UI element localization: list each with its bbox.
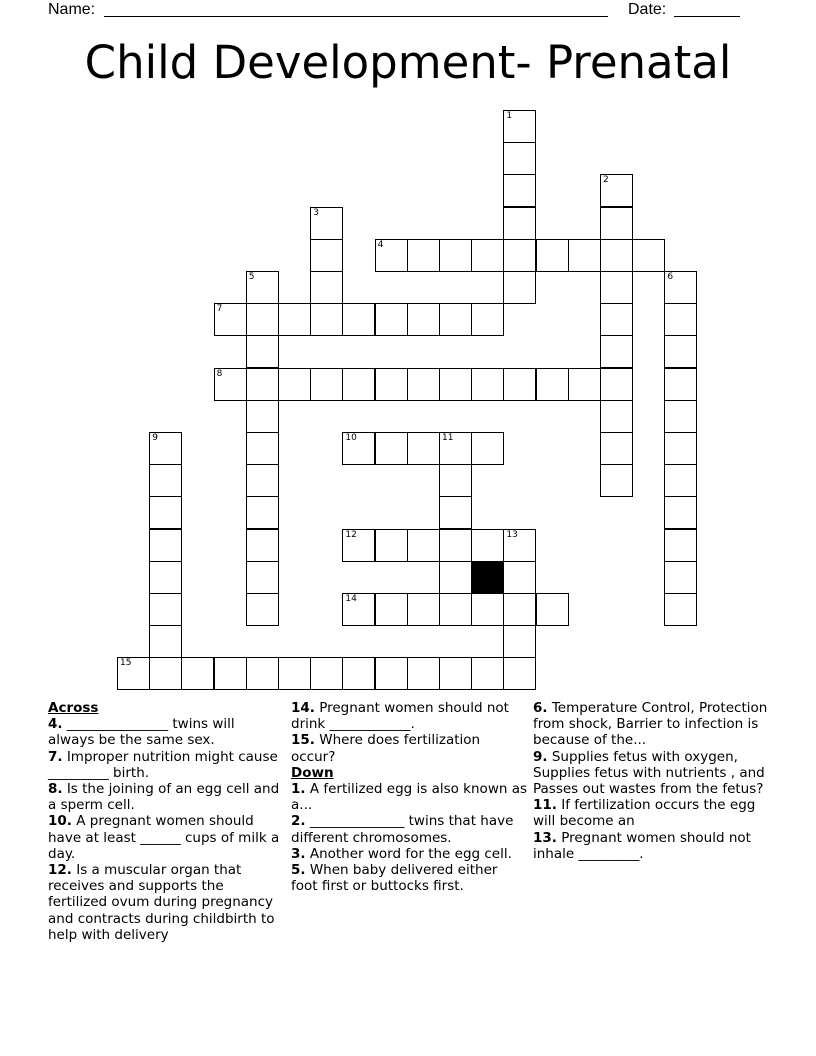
crossword-cell[interactable] (471, 593, 504, 626)
crossword-cell[interactable] (503, 593, 536, 626)
clues-column-1 (48, 700, 284, 943)
crossword-cell[interactable] (117, 657, 150, 690)
crossword-cell[interactable] (407, 368, 440, 401)
crossword-cell[interactable] (375, 368, 408, 401)
clue-number: 14 (345, 594, 357, 604)
clue-down-6: 6. Temperature Control, Protection from shock, Barrier to infection is because of the... (533, 700, 768, 749)
crossword-cell[interactable] (439, 593, 472, 626)
crossword-cell[interactable] (503, 561, 536, 594)
name-label: Name: (48, 1, 96, 18)
crossword-cell[interactable] (503, 271, 536, 304)
crossword-cell[interactable] (439, 239, 472, 272)
crossword-cell[interactable] (246, 368, 279, 401)
across-heading: Across (48, 700, 99, 716)
crossword-cell[interactable] (246, 561, 279, 594)
crossword-cell[interactable] (439, 432, 472, 465)
clue-across-15: 15. Where does fertilization occur? (291, 732, 481, 765)
crossword-cell[interactable] (342, 432, 375, 465)
clue-number: 12 (345, 529, 357, 540)
clue-number: 5 (248, 272, 255, 282)
crossword-cell[interactable] (503, 657, 536, 690)
crossword-cell[interactable] (375, 432, 408, 465)
crossword-cell[interactable] (536, 368, 569, 401)
crossword-cell[interactable] (246, 271, 279, 304)
crossword-cell[interactable] (407, 432, 440, 465)
crossword-cell[interactable] (439, 368, 472, 401)
crossword-cell[interactable] (342, 368, 375, 401)
clue-down-2: 2. ______________ twins that have different chromosomes. (291, 813, 514, 846)
clue-down-5: 5. When baby delivered either foot first or buttocks first. (291, 862, 498, 895)
crossword-cell[interactable] (664, 400, 697, 433)
crossword-cell[interactable] (536, 593, 569, 626)
clue-across-14: 14. Pregnant women should not drink ____________. (291, 700, 509, 733)
crossword-cell[interactable] (246, 529, 279, 562)
clue-number: 9 (152, 433, 158, 443)
clue-number: 4 (377, 239, 384, 250)
crossword-cell[interactable] (664, 464, 697, 497)
crossword-cell[interactable] (246, 657, 279, 690)
crossword-cell[interactable] (214, 368, 247, 401)
crossword-cell[interactable] (664, 529, 697, 562)
crossword-cell[interactable] (342, 303, 375, 336)
crossword-cell[interactable] (407, 529, 440, 562)
crossword-cell[interactable] (600, 207, 633, 240)
crossword-cell[interactable] (600, 174, 633, 207)
crossword-cell[interactable] (149, 529, 182, 562)
crossword-cell[interactable] (149, 464, 182, 497)
crossword-cell[interactable] (503, 110, 536, 143)
crossword-cell[interactable] (214, 657, 247, 690)
crossword-cell[interactable] (310, 207, 343, 240)
crossword-cell[interactable] (342, 529, 375, 562)
crossword-cell[interactable] (149, 496, 182, 529)
crossword-cell[interactable] (149, 657, 182, 690)
crossword-cell[interactable] (664, 368, 697, 401)
crossword-cell[interactable] (214, 303, 247, 336)
crossword-cell[interactable] (600, 271, 633, 304)
crossword-cell[interactable] (471, 529, 504, 562)
crossword-cell[interactable] (503, 239, 536, 272)
crossword-cell[interactable] (600, 368, 633, 401)
clue-across-8: 8. Is the joining of an egg cell and a sperm cell. (48, 781, 280, 814)
crossword-cell[interactable] (600, 464, 633, 497)
crossword-cell[interactable] (375, 529, 408, 562)
crossword-cell[interactable] (568, 368, 601, 401)
down-heading: Down (291, 764, 334, 781)
crossword-cell[interactable] (664, 496, 697, 529)
crossword-cell[interactable] (246, 400, 279, 433)
crossword-cell[interactable] (246, 303, 279, 336)
crossword-cell[interactable] (278, 303, 311, 336)
crossword-cell[interactable] (503, 625, 536, 658)
clue-number: 11 (442, 433, 454, 443)
crossword-cell[interactable] (407, 239, 440, 272)
clues-column-2 (291, 700, 527, 894)
clue-number: 3 (313, 207, 319, 218)
page-title: Child Development- Prenatal (84, 36, 732, 89)
crossword-cell[interactable] (600, 335, 633, 368)
clue-across-12: 12. Is a muscular organ that receives and supports the fertilized ovum during pregnancy and contracts during childbirth to help with delivery (48, 862, 275, 943)
clue-across-7: 7. Improper nutrition might cause _________ birth. (48, 748, 278, 781)
crossword-cell[interactable] (439, 561, 472, 594)
clues-column-3 (533, 700, 773, 862)
crossword-cell[interactable] (503, 207, 536, 240)
crossword-cell[interactable] (149, 561, 182, 594)
crossword-cell[interactable] (181, 657, 214, 690)
crossword-cell[interactable] (439, 496, 472, 529)
clue-across-4: 4. _______________ twins will always be the same sex. (48, 716, 235, 749)
crossword-cell[interactable] (439, 303, 472, 336)
crossword-cell[interactable] (664, 593, 697, 626)
crossword-cell[interactable] (503, 174, 536, 207)
crossword-cell[interactable] (503, 529, 536, 562)
crossword-cell[interactable] (375, 303, 408, 336)
clue-number: 2 (603, 175, 609, 186)
clue-number: 13 (506, 529, 518, 540)
crossword-cell[interactable] (310, 271, 343, 304)
crossword-cell[interactable] (246, 432, 279, 465)
crossword-cell[interactable] (503, 142, 536, 175)
clue-down-9: 9. Supplies fetus with oxygen, Supplies fetus with nutrients , and Passes out wastes from the fetus? (533, 748, 765, 798)
clue-number: 8 (216, 368, 223, 379)
clue-number: 15 (120, 658, 132, 669)
clue-down-11: 11. If fertilization occurs the egg will become an (533, 797, 756, 830)
crossword-cell[interactable] (536, 239, 569, 272)
crossword-cell[interactable] (471, 657, 504, 690)
clue-down-13: 13. Pregnant women should not inhale _________. (533, 829, 751, 862)
crossword-cell[interactable] (375, 657, 408, 690)
crossword-cell[interactable] (278, 368, 311, 401)
crossword-cell[interactable] (439, 657, 472, 690)
crossword-cell[interactable] (310, 303, 343, 336)
clue-down-1: 1. A fertilized egg is also known as a... (291, 781, 528, 814)
crossword-cell[interactable] (600, 303, 633, 336)
crossword-cell[interactable] (632, 239, 665, 272)
crossword-cell[interactable] (600, 239, 633, 272)
crossword-cell[interactable] (664, 561, 697, 594)
crossword-cell[interactable] (439, 464, 472, 497)
crossword-cell[interactable] (342, 657, 375, 690)
crossword-cell[interactable] (310, 657, 343, 690)
crossword-cell[interactable] (503, 368, 536, 401)
crossword-cell[interactable] (246, 593, 279, 626)
crossword-cell[interactable] (407, 303, 440, 336)
clue-down-3: 3. Another word for the egg cell. (291, 845, 512, 862)
crossword-cell[interactable] (664, 303, 697, 336)
crossword-cell[interactable] (375, 239, 408, 272)
crossword-cell[interactable] (375, 593, 408, 626)
crossword-cell[interactable] (407, 657, 440, 690)
crossword-cell[interactable] (664, 432, 697, 465)
crossword-cell[interactable] (407, 593, 440, 626)
crossword-cell[interactable] (149, 593, 182, 626)
date-label: Date: (628, 1, 667, 18)
crossword-cell[interactable] (600, 400, 633, 433)
crossword-cell[interactable] (149, 432, 182, 465)
crossword-cell[interactable] (600, 432, 633, 465)
crossword-cell[interactable] (664, 271, 697, 304)
crossword-cell[interactable] (310, 368, 343, 401)
crossword-cell[interactable] (342, 593, 375, 626)
crossword-cell[interactable] (471, 368, 504, 401)
crossword-cell[interactable] (471, 239, 504, 272)
clue-number: 10 (345, 433, 357, 443)
crossword-cell[interactable] (246, 335, 279, 368)
crossword-cell[interactable] (664, 335, 697, 368)
clue-number: 7 (216, 304, 223, 315)
clue-number: 1 (506, 111, 513, 121)
crossword-cell[interactable] (471, 303, 504, 336)
clue-number: 6 (667, 272, 674, 282)
crossword-cell[interactable] (568, 239, 601, 272)
clue-across-10: 10. A pregnant women should have at least ______ cups of milk a day. (48, 813, 280, 862)
crossword-cell[interactable] (439, 529, 472, 562)
crossword-cell[interactable] (471, 432, 504, 465)
crossword-block (471, 561, 504, 594)
crossword-cell[interactable] (310, 239, 343, 272)
crossword-cell[interactable] (278, 657, 311, 690)
crossword-cell[interactable] (246, 464, 279, 497)
crossword-cell[interactable] (149, 625, 182, 658)
crossword-cell[interactable] (246, 496, 279, 529)
